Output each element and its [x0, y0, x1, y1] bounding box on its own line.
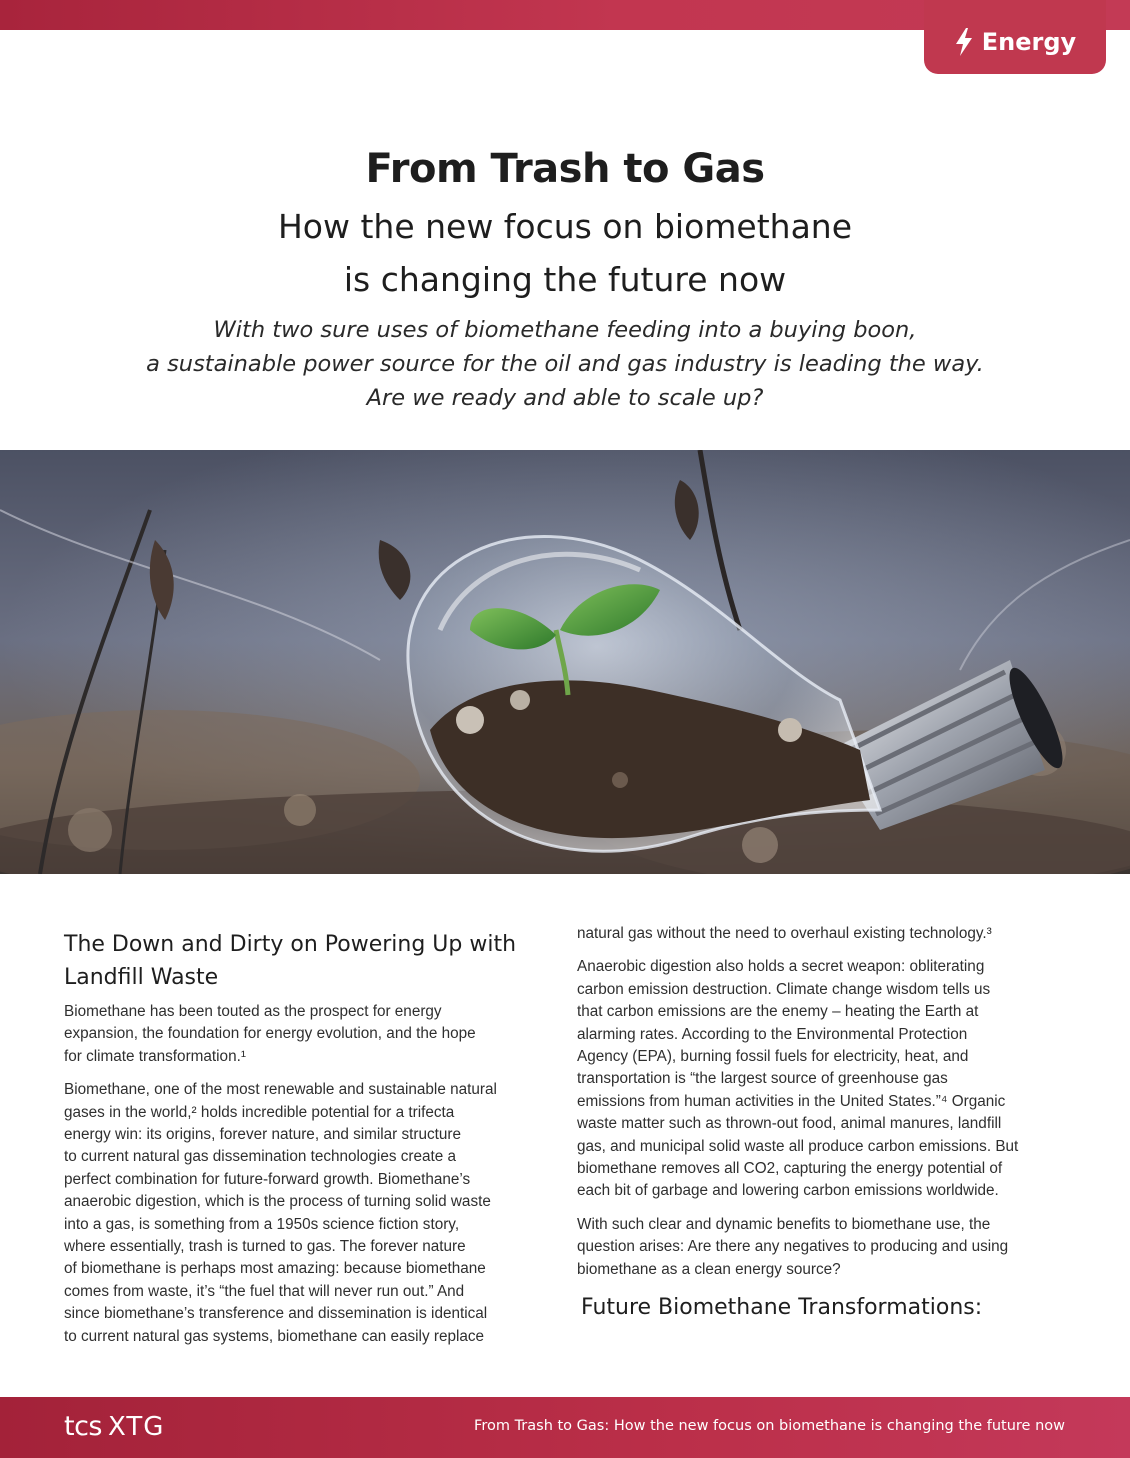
paragraph-line: gases in the world,² holds incredible potential for a trifecta — [64, 1103, 455, 1121]
paragraph-line: Agency (EPA), burning fossil fuels for electricity, heat, and — [577, 1048, 969, 1066]
logo-xtg: XTG — [108, 1412, 165, 1442]
paragraph-line: alarming rates. According to the Environmental Protection — [577, 1025, 968, 1043]
right-column — [577, 923, 1077, 1292]
paragraph-line: that carbon emissions are the enemy – heating the Earth at — [577, 1003, 979, 1021]
running-title: From Trash to Gas: How the new focus on biomethane is changing the future now — [474, 1418, 1065, 1434]
paragraph-line: into a gas, is something from a 1950s science fiction story, — [64, 1215, 460, 1233]
section-heading-line: The Down and Dirty on Powering Up with — [64, 932, 517, 957]
paragraph-line: question arises: Are there any negatives to producing and using — [577, 1238, 1009, 1256]
page-footer — [0, 1397, 1130, 1458]
paragraph-line: to current natural gas systems, biomethane can easily replace — [64, 1327, 485, 1345]
paragraph — [64, 1079, 564, 1348]
lede-line: Are we ready and able to scale up? — [366, 385, 764, 411]
lede-line: With two sure uses of biomethane feeding into a buying boon, — [213, 317, 917, 343]
paragraph-line: emissions from human activities in the United States.”⁴ Organic — [577, 1092, 1006, 1110]
paragraph-line: Biomethane has been touted as the prospect for energy — [64, 1003, 442, 1020]
category-tag — [924, 0, 1106, 74]
lede-text — [0, 313, 1130, 415]
paragraph-line: comes from waste, it’s “the fuel that will never run out.” And — [64, 1282, 465, 1300]
paragraph-line: waste matter such as thrown-out food, animal manures, landfill — [577, 1115, 1002, 1133]
paragraph-line: gas, and municipal solid waste all produce carbon emissions. But — [577, 1137, 1019, 1155]
category-tag-label: Energy — [981, 28, 1077, 56]
paragraph — [64, 1001, 564, 1068]
lightning-bolt-icon — [954, 28, 974, 56]
paragraph-line: each bit of garbage and lowering carbon emissions worldwide. — [577, 1182, 999, 1200]
paragraph-line: since biomethane’s transference and dissemination is identical — [64, 1305, 488, 1323]
paragraph-line: carbon emission destruction. Climate change wisdom tells us — [577, 980, 991, 998]
paragraph-line: Biomethane, one of the most renewable and sustainable natural — [64, 1081, 497, 1099]
paragraph-line: biomethane removes all CO2, capturing the energy potential of — [577, 1160, 1003, 1178]
page-subtitle — [0, 200, 1130, 306]
page-title: From Trash to Gas — [365, 146, 765, 192]
paragraph-line: where essentially, trash is turned to gas. The forever nature — [64, 1238, 466, 1256]
hero-image-lightbulb-seedling — [0, 450, 1130, 874]
paragraph-line: expansion, the foundation for energy evolution, and the hope — [64, 1025, 476, 1043]
section-heading — [64, 928, 564, 994]
paragraph-line: anaerobic digestion, which is the process of turning solid waste — [64, 1193, 491, 1211]
paragraph-line: transportation is “the largest source of greenhouse gas — [577, 1070, 948, 1088]
paragraph-line: natural gas without the need to overhaul existing technology.³ — [577, 925, 992, 942]
paragraph-line: perfect combination for future-forward growth. Biomethane’s — [64, 1170, 471, 1188]
logo-tcs: tcs — [64, 1411, 102, 1442]
next-section-heading: Future Biomethane Transformations: — [581, 1295, 983, 1320]
paragraph-line: biomethane as a clean energy source? — [577, 1260, 841, 1278]
lightbulb-seedling-illustration — [0, 450, 1130, 874]
paragraph-line: for climate transformation.¹ — [64, 1047, 246, 1065]
paragraph-line: of biomethane is perhaps most amazing: because biomethane — [64, 1260, 486, 1278]
paragraph-line: With such clear and dynamic benefits to biomethane use, the — [577, 1215, 991, 1233]
section-heading-line: Landfill Waste — [64, 965, 219, 990]
paragraph — [577, 956, 1077, 1202]
paragraph — [577, 1214, 1077, 1281]
lede-line: a sustainable power source for the oil and gas industry is leading the way. — [146, 351, 984, 377]
paragraph-line: Anaerobic digestion also holds a secret weapon: obliterating — [577, 958, 985, 976]
tcs-xtg-logo — [64, 1411, 164, 1442]
paragraph — [577, 923, 1077, 945]
paragraph-line: energy win: its origins, forever nature, and similar structure — [64, 1126, 462, 1144]
paragraph-line: to current natural gas dissemination technologies create a — [64, 1148, 456, 1166]
subtitle-line: is changing the future now — [343, 260, 787, 299]
left-column — [64, 1001, 564, 1359]
subtitle-line: How the new focus on biomethane — [277, 207, 853, 246]
